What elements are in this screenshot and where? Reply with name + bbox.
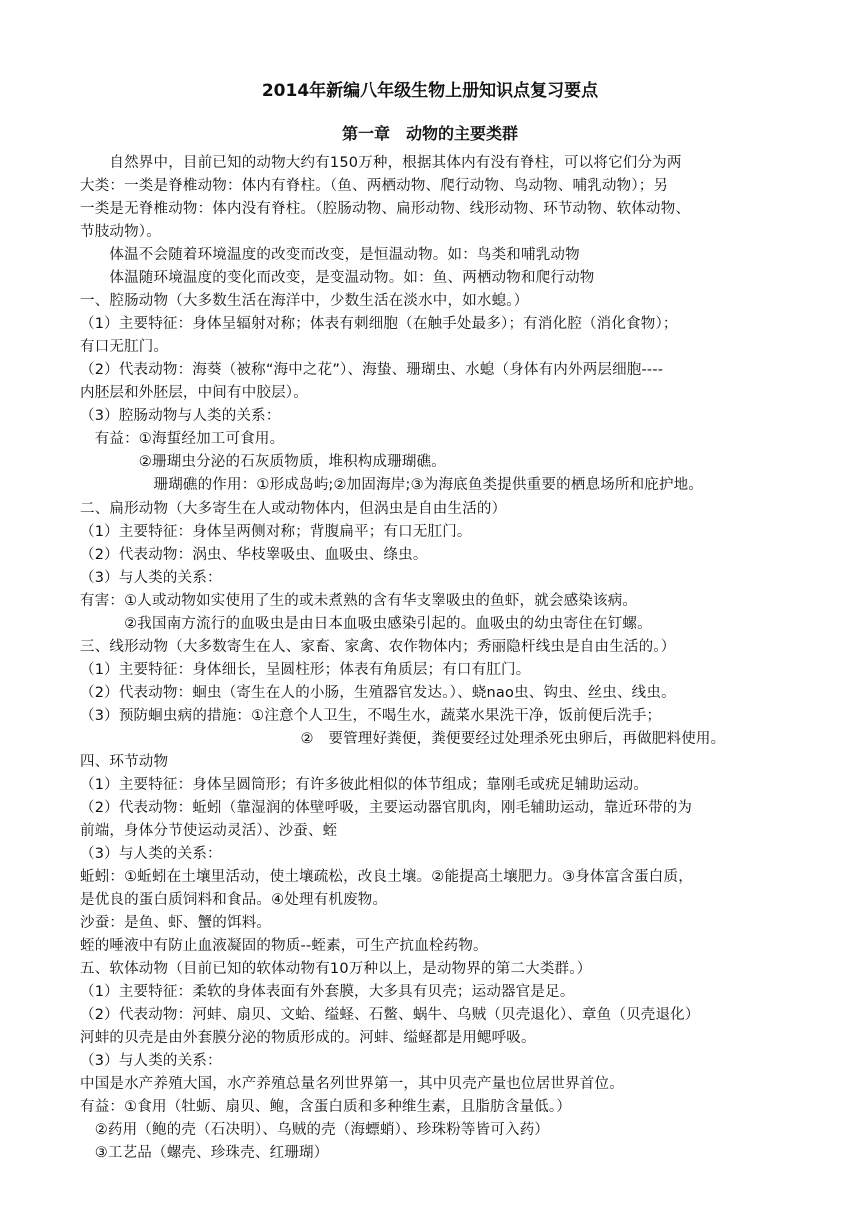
text-line: 前端，身体分节使运动灵活）、沙蚕、蛭 bbox=[80, 822, 338, 839]
text-line: 二、扁形动物（大多寄生在人或动物体内，但涡虫是自由生活的） bbox=[80, 500, 507, 517]
text-line: （2）代表动物：海葵（被称“海中之花”）、海蛰、珊瑚虫、水螅（身体有内外两层细胞---- bbox=[80, 362, 664, 379]
text-line: 是优良的蛋白质饲料和食品。④处理有机废物。 bbox=[80, 892, 388, 908]
text-line: （1）主要特征：身体呈两侧对称；背腹扁平；有口无肛门。 bbox=[80, 523, 472, 540]
text-line: （3）腔肠动物与人类的关系： bbox=[80, 408, 281, 425]
text-line: （3）预防蛔虫病的措施：①注意个人卫生，不喝生水，蔬菜水果洗干净，饭前便后洗手； bbox=[80, 707, 662, 724]
chapter-heading: 第一章 动物的主要类群 bbox=[341, 124, 518, 143]
text-line: （1）主要特征：身体呈圆筒形；有许多彼此相似的体节组成；靠刚毛或疣足辅助运动。 bbox=[80, 776, 649, 793]
text-line: 中国是水产养殖大国，水产养殖总量名列世界第一，其中贝壳产量也位居世界首位。 bbox=[80, 1076, 624, 1093]
text-line: ②珊瑚虫分泌的石灰质物质，堆积构成珊瑚礁。 bbox=[80, 454, 446, 471]
text-line: 大类：一类是脊椎动物：体内有脊柱。（鱼、两栖动物、爬行动物、鸟动物、哺乳动物）；另 bbox=[80, 178, 669, 194]
text-line: （2）代表动物：河蚌、扇贝、文蛤、缢蛏、石鳖、蜗牛、乌贼（贝壳退化）、章鱼（贝壳退化） bbox=[80, 1007, 700, 1024]
text-line: 体温不会随着环境温度的改变而改变，是恒温动物。如：鸟类和哺乳动物 bbox=[80, 247, 580, 264]
text-line: 四、环节动物 bbox=[80, 753, 169, 770]
text-line: 有益：①海蜇经加工可食用。 bbox=[80, 431, 285, 448]
text-line: 有口无肛门。 bbox=[80, 339, 169, 356]
text-line: （3）与人类的关系： bbox=[80, 845, 222, 862]
text-line: 河蚌的贝壳是由外套膜分泌的物质形成的。河蚌、缢蛏都是用鳃呼吸。 bbox=[80, 1030, 536, 1047]
text-line: 内胚层和外胚层，中间有中胶层）。 bbox=[80, 385, 308, 402]
text-line: 沙蚕：是鱼、虾、蟹的饵料。 bbox=[80, 915, 272, 931]
text-line: （1）主要特征：身体呈辐射对称；体表有刺细胞（在触手处最多）；有消化腔（消化食物）； bbox=[80, 316, 678, 333]
text-line: 一、腔肠动物（大多数生活在海洋中，少数生活在淡水中，如水螅。） bbox=[80, 293, 529, 310]
text-line: （1）主要特征：身体细长，呈圆柱形；体表有角质层；有口有肛门。 bbox=[80, 661, 531, 678]
text-line: ③工艺品（螺壳、珍珠壳、红珊瑚） bbox=[80, 1145, 329, 1162]
text-line: 一类是无脊椎动物：体内没有脊柱。（腔肠动物、扁形动物、线形动物、环节动物、软体动物、 bbox=[80, 201, 691, 218]
text-line: 蚯蚓：①蚯蚓在土壤里活动，使土壤疏松，改良土壤。②能提高土壤肥力。③身体富含蛋白质， bbox=[80, 868, 693, 885]
text-line: 有益：①食用（牡蛎、扇贝、鲍，含蛋白质和多种维生素，且脂肪含量低。） bbox=[80, 1099, 572, 1116]
text-line: （2）代表动物：蚯蚓（靠湿润的体壁呼吸，主要运动器官肌肉，刚毛辅助运动，靠近环带的为 bbox=[80, 799, 693, 816]
text-line: 自然界中，目前已知的动物大约有150万种，根据其体内有没有脊柱，可以将它们分为两 bbox=[80, 155, 682, 171]
text-line: 三、线形动物（大多数寄生在人、家畜、家禽、农作物体内；秀丽隐杆线虫是自由生活的。） bbox=[80, 638, 676, 655]
text-line: 珊瑚礁的作用：①形成岛屿;②加固海岸;③为海底鱼类提供重要的栖息场所和庇护地。 bbox=[80, 477, 704, 494]
text-line: 体温随环境温度的变化而改变，是变温动物。如：鱼、两栖动物和爬行动物 bbox=[80, 270, 595, 287]
text-line: 有害：①人或动物如实使用了生的或未煮熟的含有华支睾吸虫的鱼虾，就会感染该病。 bbox=[80, 592, 638, 609]
text-line: ② 要管理好粪便，粪便要经过处理杀死虫卵后，再做肥料使用。 bbox=[80, 730, 726, 747]
text-line: ②药用（鲍的壳（石决明）、乌贼的壳（海螵蛸）、珍珠粉等皆可入药） bbox=[80, 1122, 550, 1139]
document-title: 2014年新编八年级生物上册知识点复习要点 bbox=[261, 81, 599, 101]
text-line: （1）主要特征：柔软的身体表面有外套膜，大多具有贝壳；运动器官是足。 bbox=[80, 984, 575, 1001]
text-line: 蛭的唾液中有防止血液凝固的物质--蛭素，可生产抗血栓药物。 bbox=[80, 938, 488, 954]
text-line: 五、软体动物（目前已知的软体动物有10万种以上，是动物界的第二大类群。） bbox=[80, 961, 592, 978]
text-line: （2）代表动物：蛔虫（寄生在人的小肠，生殖器官发达。）、蛲nao虫、钩虫、丝虫、线虫。 bbox=[80, 684, 676, 701]
text-line: ②我国南方流行的血吸虫是由日本血吸虫感染引起的。血吸虫的幼虫寄住在钉螺。 bbox=[80, 615, 652, 632]
text-line: （3）与人类的关系： bbox=[80, 569, 222, 586]
text-line: （3）与人类的关系： bbox=[80, 1053, 222, 1070]
text-line: 节肢动物）。 bbox=[80, 224, 161, 241]
text-line: （2）代表动物：涡虫、华枝睾吸虫、血吸虫、绦虫。 bbox=[80, 546, 428, 563]
